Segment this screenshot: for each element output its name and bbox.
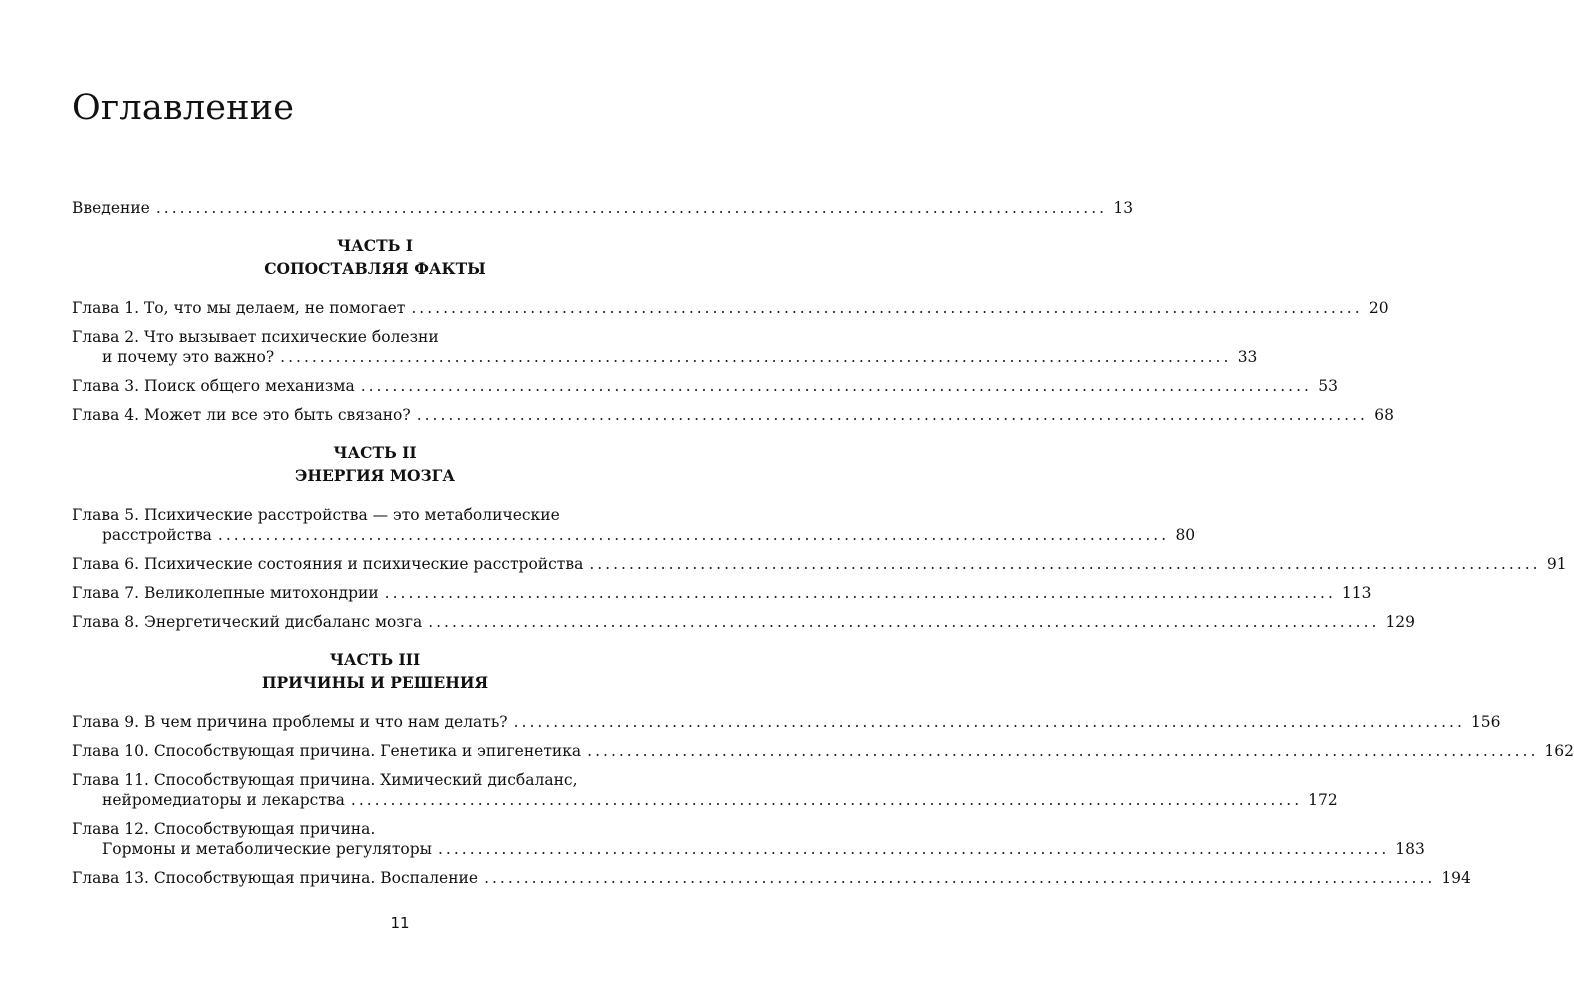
page-title: Оглавление <box>72 88 295 128</box>
toc-entry-label: Глава 12. Способствующая причина. <box>72 820 376 838</box>
toc-entry-label: Глава 5. Психические расстройства — это метаболические <box>72 506 560 524</box>
dot-leader: ........................................................................................................................ <box>428 613 1380 631</box>
dot-leader: ........................................................................................................................ <box>384 584 1336 602</box>
part-subtitle: СОПОСТАВЛЯЯ ФАКТЫ <box>264 259 486 278</box>
dot-leader: ........................................................................................................................ <box>587 742 1539 760</box>
toc-entry-label: Глава 1. То, что мы делаем, не помогает <box>72 299 406 317</box>
toc-entry-page: 156 <box>1470 713 1501 731</box>
part-number: ЧАСТЬ I <box>336 236 414 255</box>
toc-entry-page: 162 <box>1544 742 1574 760</box>
dot-leader: ........................................................................................................................ <box>155 199 1108 217</box>
toc-entry-page: 172 <box>1308 791 1338 809</box>
toc-entry-label-continued: нейромедиаторы и лекарства <box>102 791 345 809</box>
toc-entry-page: 129 <box>1385 613 1416 631</box>
dot-leader: ........................................................................................................................ <box>360 377 1312 395</box>
toc-entry-label-continued: и почему это важно? <box>102 348 275 366</box>
dot-leader: ........................................................................................................................ <box>411 299 1363 317</box>
toc-entry-chapter-12[interactable] <box>72 819 1425 859</box>
page-number: 11 <box>390 914 410 932</box>
toc-entry-label: Глава 11. Способствующая причина. Химический дисбаланс, <box>72 771 578 789</box>
toc-entry-page: 13 <box>1113 199 1134 217</box>
part-heading-2 <box>72 441 678 487</box>
toc-entry-chapter-5[interactable] <box>72 505 1196 545</box>
part-number: ЧАСТЬ II <box>333 443 417 462</box>
toc-entry-label: Глава 6. Психические состояния и психические расстройства <box>72 555 584 573</box>
toc-entry-label: Глава 8. Энергетический дисбаланс мозга <box>72 613 423 631</box>
toc-entry-label: Глава 9. В чем причина проблемы и что нам делать? <box>72 713 508 731</box>
toc-entry-chapter-9[interactable] <box>72 712 1501 732</box>
part-heading-1 <box>72 234 678 280</box>
toc-entry-chapter-6[interactable] <box>72 554 1567 574</box>
toc-entry-label: Глава 13. Способствующая причина. Воспаление <box>72 869 479 887</box>
toc-entry-page: 183 <box>1395 840 1425 858</box>
toc-entry-page: 53 <box>1318 377 1338 395</box>
dot-leader: ........................................................................................................................ <box>217 526 1170 544</box>
toc-entry-label: Введение <box>72 199 150 217</box>
toc-entry-label-continued: Гормоны и метаболические регуляторы <box>102 840 432 858</box>
toc-entry-chapter-3[interactable] <box>72 376 1338 396</box>
toc-entry-label: Глава 4. Может ли все это быть связано? <box>72 406 411 424</box>
toc-entry-chapter-4[interactable] <box>72 405 1394 425</box>
toc-entry-page: 113 <box>1341 584 1372 602</box>
toc-entry-chapter-8[interactable] <box>72 612 1416 632</box>
table-of-contents <box>72 198 1574 897</box>
toc-entry-page: 20 <box>1368 299 1389 317</box>
toc-entry-page: 68 <box>1374 406 1394 424</box>
part-subtitle: ЭНЕРГИЯ МОЗГА <box>294 466 456 485</box>
toc-entry-label-continued: расстройства <box>102 526 212 544</box>
dot-leader: ........................................................................................................................ <box>280 348 1232 366</box>
toc-entry-label: Глава 2. Что вызывает психические болезни <box>72 328 439 346</box>
part-subtitle: ПРИЧИНЫ И РЕШЕНИЯ <box>261 673 489 692</box>
toc-entry-introduction[interactable] <box>72 198 1134 218</box>
toc-entry-chapter-11[interactable] <box>72 770 1338 810</box>
toc-entry-page: 194 <box>1441 869 1471 887</box>
toc-entry-label: Глава 3. Поиск общего механизма <box>72 377 355 395</box>
dot-leader: ........................................................................................................................ <box>416 406 1368 424</box>
dot-leader: ........................................................................................................................ <box>589 555 1541 573</box>
dot-leader: ........................................................................................................................ <box>484 869 1436 887</box>
toc-entry-chapter-7[interactable] <box>72 583 1372 603</box>
toc-entry-chapter-13[interactable] <box>72 868 1471 888</box>
toc-entry-label: Глава 10. Способствующая причина. Генетика и эпигенетика <box>72 742 582 760</box>
toc-entry-chapter-1[interactable] <box>72 298 1389 318</box>
toc-entry-label: Глава 7. Великолепные митохондрии <box>72 584 379 602</box>
dot-leader: ........................................................................................................................ <box>513 713 1465 731</box>
toc-entry-chapter-10[interactable] <box>72 741 1574 761</box>
part-number: ЧАСТЬ III <box>329 650 421 669</box>
toc-entry-page: 33 <box>1237 348 1258 366</box>
toc-entry-page: 80 <box>1175 526 1196 544</box>
dot-leader: ........................................................................................................................ <box>438 840 1390 858</box>
toc-entry-page: 91 <box>1546 555 1567 573</box>
dot-leader: ........................................................................................................................ <box>350 791 1303 809</box>
part-heading-3 <box>72 648 678 694</box>
toc-entry-chapter-2[interactable] <box>72 327 1258 367</box>
